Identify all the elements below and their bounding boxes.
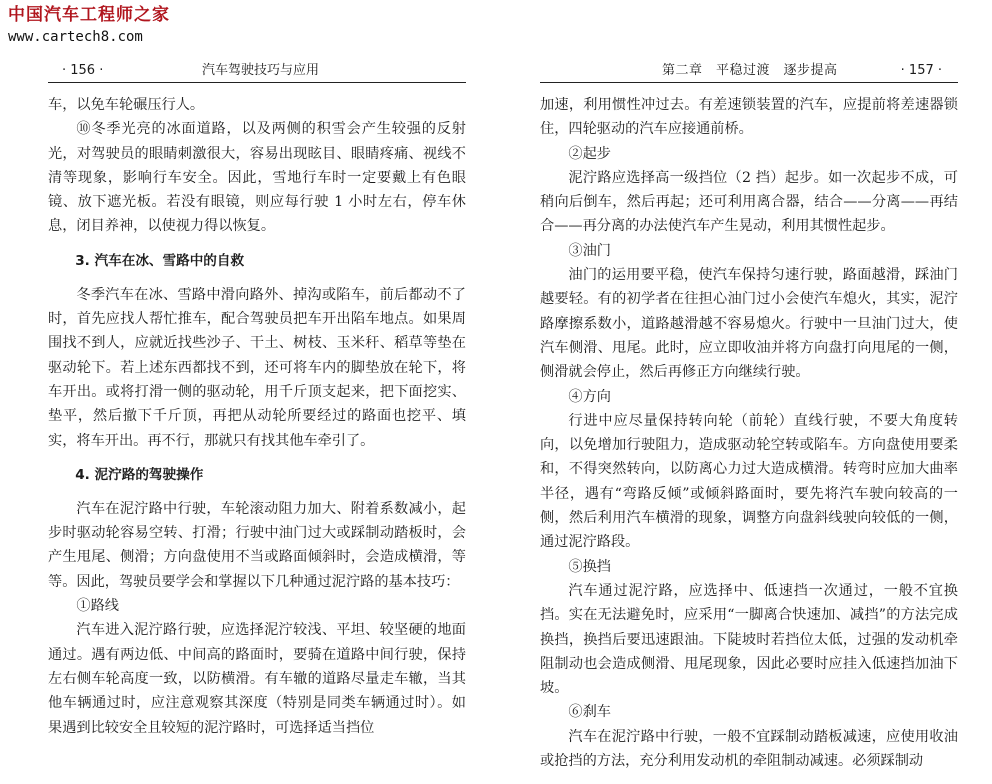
subheading: ④方向 — [568, 388, 611, 405]
section-heading: 4. 泥泞路的驾驶操作 — [75, 466, 204, 483]
subheading: ①路线 — [76, 598, 119, 615]
section-heading: 3. 汽车在冰、雪路中的自救 — [75, 252, 245, 269]
subheading: ②起步 — [568, 145, 611, 162]
left-page — [48, 56, 466, 776]
paragraph: 汽车在泥泞路中行驶，车轮滚动阻力加大、附着系数减小，起步时驱动轮容易空转、打滑；行驶中油门过大或踩制动踏板时，会产生甩尾、侧滑；方向盘使用不当或路面倾斜时，会造成横滑，等等。因此，驾驶员要学会和掌握以下几种通过泥泞路的基本技巧： — [48, 500, 466, 590]
right-page-number: · 157 · — [900, 63, 942, 78]
right-running-header — [540, 60, 958, 83]
paragraph: 行进中应尽量保持转向轮（前轮）直线行驶，不要大角度转向，以免增加行驶阻力，造成驱动轮空转或陷车。方向盘使用要柔和，不得突然转向，以防离心力过大造成横滑。转弯时应加大曲率半径，遇有“弯路反倾”或倾斜路面时，要先将汽车驶向较高的一侧，然后利用汽车横滑的现象，调整方向盘斜线驶向较低的一侧，通过泥泞路段。 — [540, 412, 958, 551]
subheading: ③油门 — [568, 242, 611, 259]
paragraph: 汽车在泥泞路中行驶，一般不宜踩制动踏板减速，应使用收油或抢挡的方法，充分利用发动机的牵阻制动减速。必须踩制动 — [540, 728, 958, 770]
left-running-header — [48, 60, 466, 83]
left-page-body — [48, 93, 466, 740]
subheading: ⑥刹车 — [568, 704, 611, 721]
site-watermark — [8, 4, 170, 46]
paragraph: 油门的运用要平稳，使汽车保持匀速行驶，路面越滑，踩油门越要轻。有的初学者在往担心油门过小会使汽车熄火，其实，泥泞路摩擦系数小，道路越滑越不容易熄火。行驶中一旦油门过大，使汽车侧滑、甩尾。此时，应立即收油并将方向盘打向甩尾的一侧，侧滑就会停止，然后再修正方向继续行驶。 — [540, 267, 958, 381]
left-running-title: 汽车驾驶技巧与应用 — [202, 63, 320, 78]
right-running-title: 第二章 平稳过渡 逐步提高 — [662, 63, 838, 78]
paragraph: 汽车通过泥泞路，应选择中、低速挡一次通过，一般不宜换挡。实在无法避免时，应采用“一脚离合快速加、减挡”的方法完成换挡，换挡后要迅速跟油。下陡坡时若挡位太低，过强的发动机牵阻制动也会造成侧滑、甩尾现象，因此必要时应挂入低速挡加油下坡。 — [540, 582, 958, 697]
paragraph: 加速，利用惯性冲过去。有差速锁装置的汽车，应提前将差速器锁住，四轮驱动的汽车应接通前桥。 — [540, 97, 958, 138]
paragraph: 汽车进入泥泞路行驶，应选择泥泞较浅、平坦、较坚硬的地面通过。遇有两边低、中间高的路面时，要骑在道路中间行驶，保持左右侧车轮高度一致，以防横滑。有车辙的道路尽量走车辙，当其他车辆通过时，应注意观察其深度（特别是同类车辆通过时）。如果遇到比较安全且较短的泥泞路时，可选择适当挡位 — [48, 622, 466, 736]
left-page-number: · 156 · — [62, 63, 104, 78]
right-page — [540, 56, 958, 776]
subheading: ⑤换挡 — [568, 558, 611, 575]
paragraph: 车，以免车轮碾压行人。 — [48, 97, 205, 113]
watermark-url: www.cartech8.com — [8, 29, 143, 45]
paragraph: ⑩冬季光亮的冰面道路，以及两侧的积雪会产生较强的反射光，对驾驶员的眼睛刺激很大，容易出现眩目、眼睛疼痛、视线不清等现象，影响行车安全。因此，雪地行车时一定要戴上有色眼镜、放下遮光板。若没有眼镜，则应每行驶 1 小时左右，停车休息，闭目养神，以使视力得以恢复。 — [48, 121, 466, 235]
paragraph: 冬季汽车在冰、雪路中滑向路外、掉沟或陷车，前后都动不了时，首先应找人帮忙推车，配合驾驶员把车开出陷车地点。如果周围找不到人，应就近找些沙子、干土、树枝、玉米秆、稻草等垫在驱动轮下。若上述东西都找不到，还可将车内的脚垫放在轮下，将车开出。或将打滑一侧的驱动轮，用千斤顶支起来，把下面挖实、垫平，然后撤下千斤顶，再把从动轮所要经过的路面也挖平、填实，将车开出。再不行，那就只有找其他车牵引了。 — [48, 286, 466, 449]
watermark-site-name: 中国汽车工程师之家 — [8, 5, 170, 25]
right-page-body — [540, 93, 958, 773]
paragraph: 泥泞路应选择高一级挡位（2 挡）起步。如一次起步不成，可稍向后倒车，然后再起；还可利用离合器，结合——分离——再结合——再分离的办法使汽车产生晃动，利用其惯性起步。 — [540, 169, 958, 235]
